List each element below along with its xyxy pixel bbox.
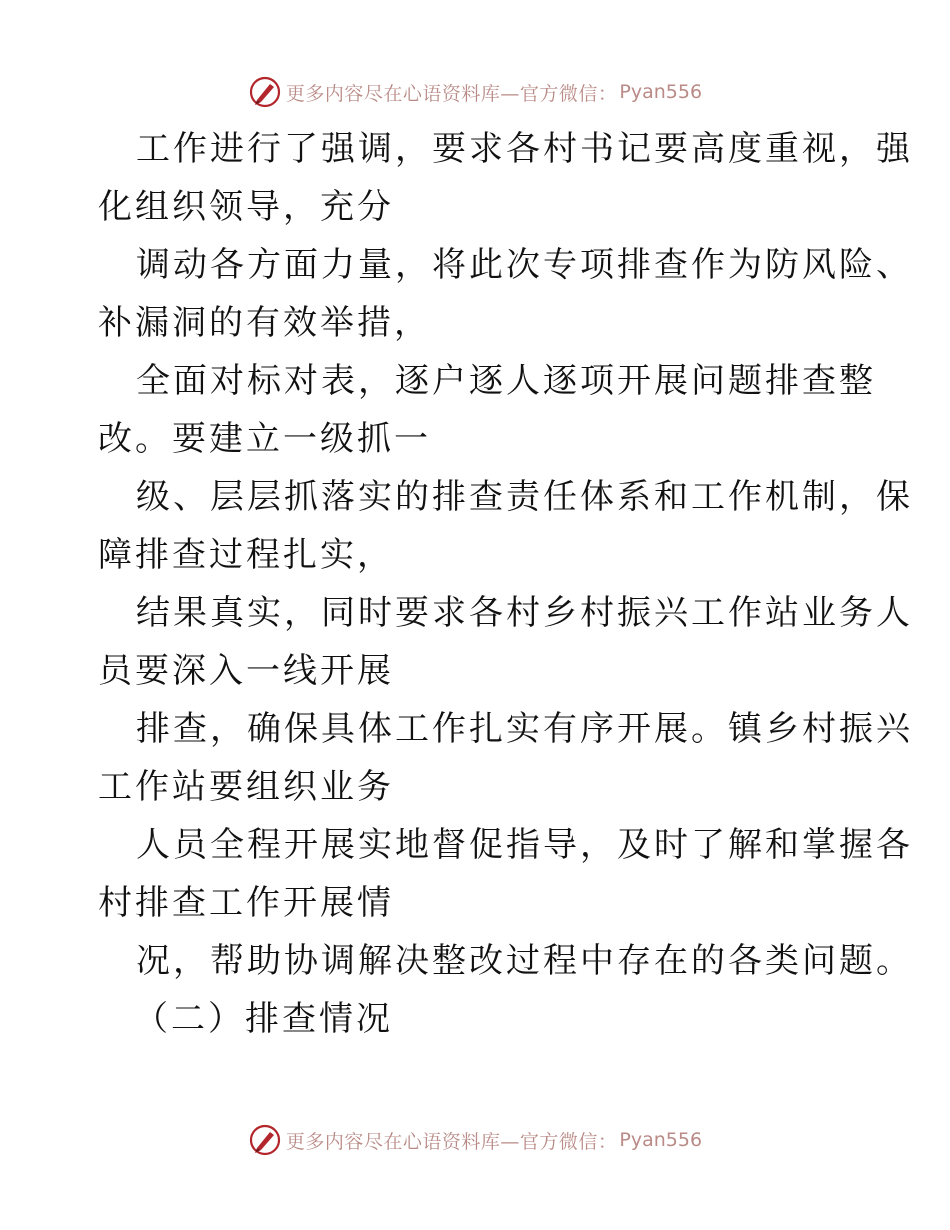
paragraph-line: 员要深入一线开展	[98, 651, 394, 691]
paragraph-line: 改。要建立一级抓一	[98, 419, 431, 459]
paragraph-line: 况，帮助协调解决整改过程中存在的各类问题。	[136, 941, 913, 981]
paragraph-line: 结果真实，同时要求各村乡村振兴工作站业务人	[136, 593, 913, 633]
paragraph-line: 补漏洞的有效举措，	[98, 303, 431, 343]
paragraph-line: 障排查过程扎实，	[98, 535, 394, 575]
paragraph-line: 工作站要组织业务	[98, 767, 394, 807]
paragraph-line: 调动各方面力量，将此次专项排查作为防风险、	[136, 245, 913, 285]
watermark-wechat-id: Pyan556	[619, 81, 703, 103]
section-heading: （二）排查情况	[134, 999, 393, 1039]
pen-logo-icon	[248, 1123, 282, 1157]
pen-logo-icon	[248, 75, 282, 109]
paragraph-line: 化组织领导，充分	[98, 187, 394, 227]
header-watermark	[0, 72, 950, 112]
paragraph-line: 人员全程开展实地督促指导，及时了解和掌握各	[136, 825, 913, 865]
watermark-text: 更多内容尽在心语资料库—官方微信：	[285, 82, 618, 105]
watermark-wechat-id: Pyan556	[619, 1129, 703, 1151]
footer-watermark	[0, 1120, 950, 1160]
paragraph-line: 排查，确保具体工作扎实有序开展。镇乡村振兴	[136, 709, 913, 749]
paragraph-line: 工作进行了强调，要求各村书记要高度重视，强	[136, 129, 913, 169]
document-body	[98, 120, 913, 1048]
paragraph-line: 全面对标对表，逐户逐人逐项开展问题排查整	[136, 361, 876, 401]
paragraph-line: 级、层层抓落实的排查责任体系和工作机制，保	[136, 477, 913, 517]
paragraph-line: 村排查工作开展情	[98, 883, 394, 923]
watermark-text: 更多内容尽在心语资料库—官方微信：	[285, 1130, 618, 1153]
